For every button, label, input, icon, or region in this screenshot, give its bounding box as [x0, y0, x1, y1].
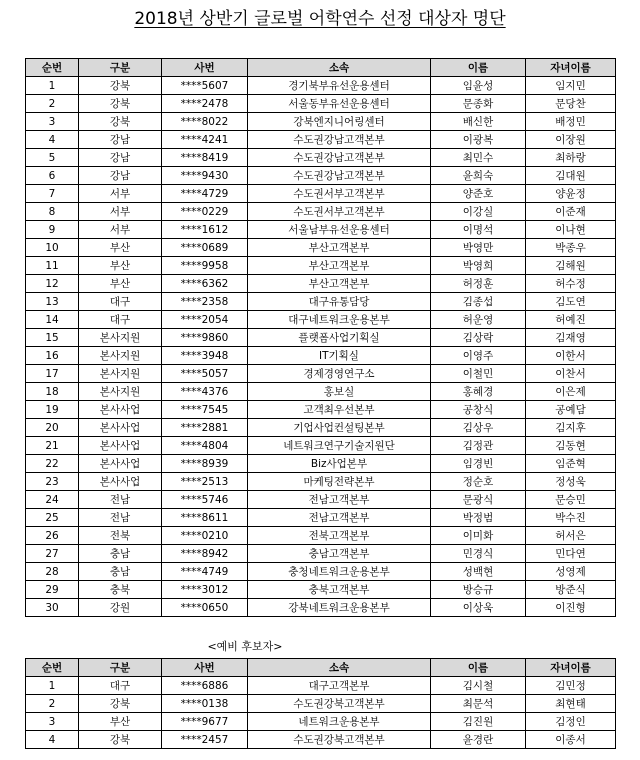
cell-child-name: 최현태: [526, 695, 616, 713]
document-title: [0, 8, 640, 30]
cell-department: IT기획실: [248, 347, 431, 365]
cell-department: 전북고객본부: [248, 527, 431, 545]
cell-name: 성백현: [431, 563, 526, 581]
cell-division: 본사지원: [79, 383, 162, 401]
cell-department: 마케팅전략본부: [248, 473, 431, 491]
cell-name: 김종섭: [431, 293, 526, 311]
cell-department: 서울남부유선운용센터: [248, 221, 431, 239]
cell-employee-id: ****9958: [162, 257, 248, 275]
cell-name: 이강실: [431, 203, 526, 221]
cell-name: 윤경란: [431, 731, 526, 749]
cell-name: 문광식: [431, 491, 526, 509]
table-row: [26, 365, 616, 383]
cell-name: 김상우: [431, 419, 526, 437]
cell-name: 최문석: [431, 695, 526, 713]
cell-employee-id: ****7545: [162, 401, 248, 419]
cell-division: 대구: [79, 311, 162, 329]
cell-child-name: 성영제: [526, 563, 616, 581]
cell-department: 네트워크운용본부: [248, 713, 431, 731]
cell-name: 김정관: [431, 437, 526, 455]
header-cell: 이름: [431, 659, 526, 677]
table-row: [26, 473, 616, 491]
cell-division: 부산: [79, 713, 162, 731]
cell-child-name: 공예담: [526, 401, 616, 419]
cell-name: 박영희: [431, 257, 526, 275]
cell-division: 서부: [79, 203, 162, 221]
cell-name: 허운영: [431, 311, 526, 329]
cell-number: 14: [26, 311, 79, 329]
cell-department: 서울동부유선운용센터: [248, 95, 431, 113]
cell-name: 배신한: [431, 113, 526, 131]
cell-employee-id: ****9430: [162, 167, 248, 185]
cell-number: 1: [26, 77, 79, 95]
table-row: [26, 347, 616, 365]
cell-number: 22: [26, 455, 79, 473]
cell-employee-id: ****9860: [162, 329, 248, 347]
cell-department: 부산고객본부: [248, 239, 431, 257]
cell-department: 전남고객본부: [248, 491, 431, 509]
cell-child-name: 박수진: [526, 509, 616, 527]
cell-child-name: 허예진: [526, 311, 616, 329]
cell-number: 23: [26, 473, 79, 491]
cell-employee-id: ****0650: [162, 599, 248, 617]
table-row: [26, 545, 616, 563]
cell-division: 본사사업: [79, 419, 162, 437]
table-row: [26, 275, 616, 293]
cell-department: 전남고객본부: [248, 509, 431, 527]
cell-child-name: 임준혁: [526, 455, 616, 473]
cell-number: 19: [26, 401, 79, 419]
table-row: [26, 77, 616, 95]
cell-employee-id: ****2358: [162, 293, 248, 311]
cell-employee-id: ****4241: [162, 131, 248, 149]
cell-number: 1: [26, 677, 79, 695]
selected-candidates-body: [26, 77, 616, 617]
cell-department: 수도권강남고객본부: [248, 131, 431, 149]
cell-number: 28: [26, 563, 79, 581]
cell-name: 김시철: [431, 677, 526, 695]
cell-number: 9: [26, 221, 79, 239]
cell-child-name: 방준식: [526, 581, 616, 599]
table-row: [26, 131, 616, 149]
header-cell: 소속: [248, 59, 431, 77]
cell-department: 강북네트워크운용본부: [248, 599, 431, 617]
cell-employee-id: ****4749: [162, 563, 248, 581]
table-row: [26, 599, 616, 617]
cell-number: 15: [26, 329, 79, 347]
cell-department: Biz사업본부: [248, 455, 431, 473]
cell-employee-id: ****3012: [162, 581, 248, 599]
cell-employee-id: ****9677: [162, 713, 248, 731]
cell-child-name: 민다연: [526, 545, 616, 563]
cell-name: 박영만: [431, 239, 526, 257]
cell-name: 이광복: [431, 131, 526, 149]
cell-employee-id: ****8942: [162, 545, 248, 563]
cell-department: 부산고객본부: [248, 257, 431, 275]
cell-child-name: 배정민: [526, 113, 616, 131]
header-cell: 자녀이름: [526, 659, 616, 677]
cell-employee-id: ****4804: [162, 437, 248, 455]
cell-department: 수도권강남고객본부: [248, 149, 431, 167]
cell-number: 29: [26, 581, 79, 599]
cell-division: 서부: [79, 221, 162, 239]
cell-employee-id: ****5057: [162, 365, 248, 383]
cell-name: 최민수: [431, 149, 526, 167]
cell-employee-id: ****2457: [162, 731, 248, 749]
cell-division: 충남: [79, 563, 162, 581]
cell-division: 대구: [79, 677, 162, 695]
table-row: [26, 563, 616, 581]
cell-division: 본사사업: [79, 437, 162, 455]
cell-name: 김상락: [431, 329, 526, 347]
cell-employee-id: ****0210: [162, 527, 248, 545]
cell-name: 이명석: [431, 221, 526, 239]
cell-number: 25: [26, 509, 79, 527]
table-row: [26, 455, 616, 473]
table-row: [26, 113, 616, 131]
table-row: [26, 95, 616, 113]
cell-division: 본사지원: [79, 329, 162, 347]
cell-employee-id: ****0689: [162, 239, 248, 257]
cell-number: 18: [26, 383, 79, 401]
cell-employee-id: ****3948: [162, 347, 248, 365]
header-cell: 구분: [79, 59, 162, 77]
cell-number: 27: [26, 545, 79, 563]
cell-number: 13: [26, 293, 79, 311]
cell-employee-id: ****2478: [162, 95, 248, 113]
cell-division: 강남: [79, 167, 162, 185]
cell-employee-id: ****2513: [162, 473, 248, 491]
header-cell: 순번: [26, 59, 79, 77]
cell-name: 허정훈: [431, 275, 526, 293]
header-cell: 사번: [162, 59, 248, 77]
cell-child-name: 김정인: [526, 713, 616, 731]
cell-child-name: 김해원: [526, 257, 616, 275]
cell-division: 전남: [79, 509, 162, 527]
cell-employee-id: ****8419: [162, 149, 248, 167]
cell-employee-id: ****2881: [162, 419, 248, 437]
cell-child-name: 이은제: [526, 383, 616, 401]
cell-child-name: 양윤정: [526, 185, 616, 203]
reserve-title: <예비 후보자>: [207, 640, 283, 653]
cell-child-name: 김재영: [526, 329, 616, 347]
cell-department: 홍보실: [248, 383, 431, 401]
cell-division: 강남: [79, 131, 162, 149]
cell-child-name: 이진형: [526, 599, 616, 617]
table-row: [26, 527, 616, 545]
cell-employee-id: ****6362: [162, 275, 248, 293]
cell-division: 부산: [79, 275, 162, 293]
cell-division: 부산: [79, 257, 162, 275]
table-header-row: [26, 59, 616, 77]
cell-department: 플랫폼사업기획실: [248, 329, 431, 347]
cell-child-name: 이나현: [526, 221, 616, 239]
table-header-row: [26, 659, 616, 677]
cell-number: 7: [26, 185, 79, 203]
cell-child-name: 이준재: [526, 203, 616, 221]
cell-employee-id: ****5746: [162, 491, 248, 509]
cell-employee-id: ****8611: [162, 509, 248, 527]
reserve-candidates-table: [25, 658, 616, 749]
cell-department: 수도권강남고객본부: [248, 167, 431, 185]
cell-department: 고객최우선본부: [248, 401, 431, 419]
table-row: [26, 185, 616, 203]
cell-department: 강북엔지니어링센터: [248, 113, 431, 131]
cell-employee-id: ****2054: [162, 311, 248, 329]
cell-number: 6: [26, 167, 79, 185]
table-row: [26, 419, 616, 437]
cell-division: 강북: [79, 77, 162, 95]
cell-name: 공창식: [431, 401, 526, 419]
table-row: [26, 329, 616, 347]
cell-division: 강북: [79, 113, 162, 131]
cell-name: 홍혜경: [431, 383, 526, 401]
cell-name: 이영주: [431, 347, 526, 365]
cell-department: 경기북부유선운용센터: [248, 77, 431, 95]
cell-employee-id: ****4376: [162, 383, 248, 401]
cell-employee-id: ****8939: [162, 455, 248, 473]
cell-number: 10: [26, 239, 79, 257]
selected-candidates-table: [25, 58, 616, 617]
cell-division: 강원: [79, 599, 162, 617]
cell-child-name: 김대원: [526, 167, 616, 185]
table-row: [26, 713, 616, 731]
cell-name: 이미화: [431, 527, 526, 545]
table-row: [26, 695, 616, 713]
cell-number: 5: [26, 149, 79, 167]
cell-number: 8: [26, 203, 79, 221]
table-row: [26, 581, 616, 599]
cell-division: 강북: [79, 95, 162, 113]
cell-name: 양준호: [431, 185, 526, 203]
cell-department: 대구유통담당: [248, 293, 431, 311]
table-row: [26, 509, 616, 527]
table-row: [26, 167, 616, 185]
cell-number: 26: [26, 527, 79, 545]
cell-child-name: 문승민: [526, 491, 616, 509]
cell-number: 2: [26, 95, 79, 113]
header-cell: 순번: [26, 659, 79, 677]
cell-child-name: 정성욱: [526, 473, 616, 491]
cell-department: 기업사업컨설팅본부: [248, 419, 431, 437]
cell-number: 24: [26, 491, 79, 509]
cell-child-name: 김지후: [526, 419, 616, 437]
cell-department: 수도권서부고객본부: [248, 185, 431, 203]
cell-child-name: 최하랑: [526, 149, 616, 167]
table-row: [26, 437, 616, 455]
cell-number: 21: [26, 437, 79, 455]
header-cell: 구분: [79, 659, 162, 677]
cell-division: 본사사업: [79, 401, 162, 419]
cell-child-name: 이종서: [526, 731, 616, 749]
cell-name: 윤희숙: [431, 167, 526, 185]
cell-child-name: 김동현: [526, 437, 616, 455]
cell-child-name: 임지민: [526, 77, 616, 95]
cell-division: 전남: [79, 491, 162, 509]
cell-child-name: 이한서: [526, 347, 616, 365]
header-cell: 사번: [162, 659, 248, 677]
cell-number: 4: [26, 131, 79, 149]
cell-number: 30: [26, 599, 79, 617]
table-row: [26, 257, 616, 275]
cell-name: 임윤성: [431, 77, 526, 95]
cell-department: 경제경영연구소: [248, 365, 431, 383]
cell-department: 수도권서부고객본부: [248, 203, 431, 221]
cell-department: 수도권강북고객본부: [248, 731, 431, 749]
cell-department: 네트워크연구기술지원단: [248, 437, 431, 455]
header-cell: 소속: [248, 659, 431, 677]
cell-number: 16: [26, 347, 79, 365]
cell-department: 대구고객본부: [248, 677, 431, 695]
reserve-candidates-body: [26, 677, 616, 749]
cell-number: 17: [26, 365, 79, 383]
cell-child-name: 박종우: [526, 239, 616, 257]
cell-number: 2: [26, 695, 79, 713]
table-row: [26, 401, 616, 419]
cell-name: 정순호: [431, 473, 526, 491]
cell-department: 대구네트워크운용본부: [248, 311, 431, 329]
cell-child-name: 김민정: [526, 677, 616, 695]
cell-division: 대구: [79, 293, 162, 311]
cell-child-name: 이장원: [526, 131, 616, 149]
cell-name: 박정범: [431, 509, 526, 527]
table-row: [26, 311, 616, 329]
header-cell: 이름: [431, 59, 526, 77]
cell-employee-id: ****0229: [162, 203, 248, 221]
cell-employee-id: ****5607: [162, 77, 248, 95]
table-row: [26, 383, 616, 401]
cell-division: 전북: [79, 527, 162, 545]
cell-department: 충청네트워크운용본부: [248, 563, 431, 581]
cell-number: 3: [26, 713, 79, 731]
cell-department: 충북고객본부: [248, 581, 431, 599]
cell-department: 수도권강북고객본부: [248, 695, 431, 713]
cell-number: 3: [26, 113, 79, 131]
cell-employee-id: ****8022: [162, 113, 248, 131]
cell-name: 이상욱: [431, 599, 526, 617]
cell-child-name: 허수정: [526, 275, 616, 293]
table-row: [26, 203, 616, 221]
cell-division: 본사사업: [79, 455, 162, 473]
cell-employee-id: ****4729: [162, 185, 248, 203]
cell-division: 본사사업: [79, 473, 162, 491]
cell-child-name: 김도연: [526, 293, 616, 311]
cell-name: 이철민: [431, 365, 526, 383]
cell-name: 민경식: [431, 545, 526, 563]
cell-name: 임경빈: [431, 455, 526, 473]
cell-child-name: 문당찬: [526, 95, 616, 113]
cell-number: 11: [26, 257, 79, 275]
cell-employee-id: ****0138: [162, 695, 248, 713]
cell-child-name: 허서은: [526, 527, 616, 545]
table-row: [26, 239, 616, 257]
cell-department: 충남고객본부: [248, 545, 431, 563]
cell-name: 문종화: [431, 95, 526, 113]
cell-division: 강북: [79, 731, 162, 749]
table-row: [26, 293, 616, 311]
table-row: [26, 491, 616, 509]
table-row: [26, 149, 616, 167]
cell-division: 강북: [79, 695, 162, 713]
cell-division: 충남: [79, 545, 162, 563]
cell-number: 20: [26, 419, 79, 437]
cell-division: 부산: [79, 239, 162, 257]
cell-number: 12: [26, 275, 79, 293]
cell-division: 강남: [79, 149, 162, 167]
header-cell: 자녀이름: [526, 59, 616, 77]
cell-name: 방승규: [431, 581, 526, 599]
cell-division: 충북: [79, 581, 162, 599]
table-row: [26, 221, 616, 239]
cell-employee-id: ****6886: [162, 677, 248, 695]
cell-division: 본사지원: [79, 347, 162, 365]
cell-name: 김진원: [431, 713, 526, 731]
cell-employee-id: ****1612: [162, 221, 248, 239]
cell-department: 부산고객본부: [248, 275, 431, 293]
document-title-text: 2018년 상반기 글로벌 어학연수 선정 대상자 명단: [134, 9, 506, 29]
cell-division: 본사지원: [79, 365, 162, 383]
table-row: [26, 731, 616, 749]
cell-number: 4: [26, 731, 79, 749]
cell-division: 서부: [79, 185, 162, 203]
cell-child-name: 이찬서: [526, 365, 616, 383]
table-row: [26, 677, 616, 695]
